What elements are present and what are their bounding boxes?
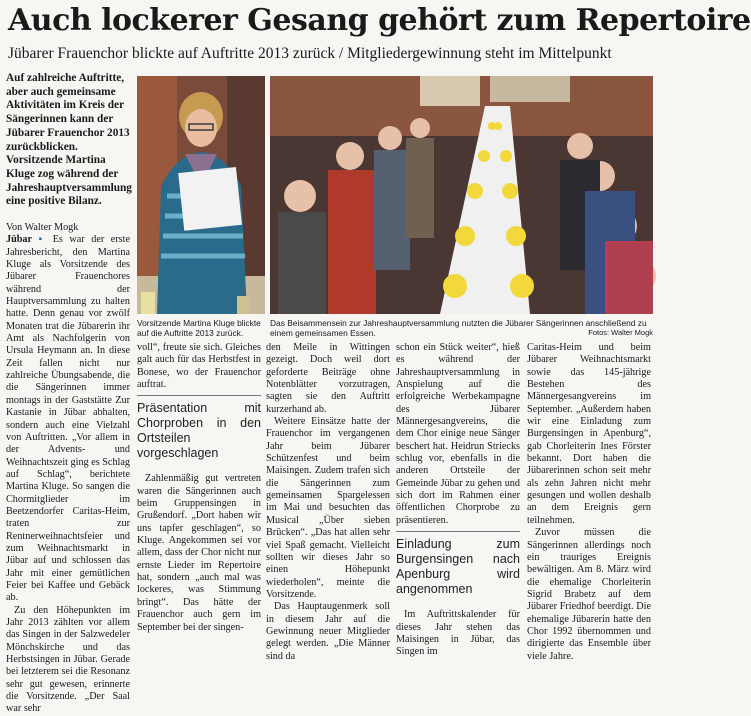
photo-credit: Fotos: Walter Mogk xyxy=(588,328,653,337)
bullet-icon: ▪ xyxy=(38,234,47,246)
subheadline: Jübarer Frauenchor blickte auf Auftritte 2013 zurück / Mitgliedergewinnung steht im Mittelpunkt xyxy=(8,45,612,62)
author-byline: Von Walter Mogk xyxy=(6,222,79,233)
photo-chair-speaking xyxy=(137,76,265,314)
article-column-5: Caritas-Heim und beim Jübarer Weihnachtsmarkt sowie das 145-jährige Bestehen des Männergesangvereins im September. „Außerdem haben wir eine Einladung zum Burgensingen in Apenburg“, gab Chorleiterin Ines Förster bekannt. Dort haben die Jübarerinnen schon seit mehr als zehn Jahren nicht mehr gesungen und wollen deshalb an dem Ereignis gern teilnehmen. Zuvor müssen die Sängerinnen allerdings noch ein trauriges Ereignis bewältigen. Am 8. März wird die ehemalige Chorleiterin Sigrid Brabetz auf dem Jübarer Friedhof beerdigt. Die ehemalige Jübarerin hatte den Chor 1992 übernommen und dirigierte das Ensemble über viele Jahre. xyxy=(527,342,651,662)
article-column-2: voll“, freute sie sich. Gleiches galt auch für das Herbstfest in Bonese, wo der Frauenchor auftrat. Präsentation mit Chorproben in den Ortsteilen vorgeschlagen Zahlenmäßig gut vertreten waren die Sängerinnen auch beim Gruppensingen in Grußendorf. „Dort haben wir uns tapfer geschlagen“, so Kluge. Angekommen sei vor allem, dass der Chor nicht nur ernste Lieder im Repertoire hat, sondern „auch mal was lockeres, was Stimmung bringt“. Das hätte der Frauenchor auch gern im September bei der singen- xyxy=(137,342,261,633)
photo-choir-dinner xyxy=(270,76,653,314)
intro-text: Auf zahlreiche Auftritte, aber auch gemeinsame Aktivitäten im Kreis der Sängerinnen kann der Jübarer Frauenchor 2013 zurückblicken. Vorsitzende Martina Kluge zog während der Jahreshauptversammlung eine positive Bilanz. xyxy=(6,72,132,208)
headline: Auch lockerer Gesang gehört zum Repertoire xyxy=(8,3,751,38)
article-column-3: den Meile in Wittingen gezeigt. Doch weil dort geforderte Beiträge ohne Notenblätter vorzutragen, sagten sie den Auftritt kurzerhand ab. Weitere Einsätze hatte der Frauenchor im vergangenen Jahr beim Jübarer Schützenfest und beim Maisingen. Zudem trafen sich die Sängerinnen zum gemeinsamen Spargelessen im Mai und besuchten das Musical „Über sieben Brücken“. „Das hat allen sehr viel Spaß gemacht. Vielleicht sollten wir dieses Jahr so einen Höhepunkt wiederholen“, meinte die Vorsitzende. Das Hauptaugenmerk soll in diesem Jahr auf die Gewinnung neuer Mitglieder gelegt werden. „Die Männer sind da xyxy=(266,342,390,662)
dateline: Jübar xyxy=(6,234,33,246)
photo-caption-2: Das Beisammensein zur Jahreshauptversammlung nutzten die Jübarer Sängerinnen anschließend zu einem gemeinsamen Essen. xyxy=(270,318,647,338)
article-column-1: Von Walter Mogk Jübar ▪ Es war der erste Jahresbericht, den Martina Kluge als Vorsitzende des Jübarer Frauenchores während der Hauptversammlung zu halten hatte. Denn genau vor zwölf Monaten trat die Jübarerin ihr Amt als Nachfolgerin von Ursula Heymann an. In diese Zeit fallen nicht nur zahlreiche Übungsabende, die die Sängerinnen immer montags in der Gaststätte Zur Kastanie in Jübar abhalten, sondern auch eine Vielzahl von Auftritten. „Vor allem in der Advents- und Weihnachtszeit ging es Schlag auf Schlag“, berichtete Martina Kluge. So sangen die Chormitglieder im Beetzendorfer Caritas-Heim, traten zur Rentnerweihnachtsfeier und zum Weihnachtsmarkt in Jübar auf und schlossen das Jahr mit einer gemütlichen Feier bei Kaffee und Gebäck ab. Zu den Höhepunkten im Jahr 2013 zählten vor allem das Singen in der Salzwedeler Mönchskirche und das Herbstsingen in Jübar. Gerade bei letzterem sei die Resonanz sehr gut gewesen, erinnerte die Vorsitzende. „Der Saal war sehr xyxy=(6,222,130,715)
photo-caption-1: Vorsitzende Martina Kluge blickte auf die Auftritte 2013 zurück. xyxy=(137,318,261,338)
article-column-4: schon ein Stück weiter“, hieß es während der Jahreshauptversammlung in Anspielung auf die erfolgreiche Werbekampagne des Jübarer Männergesangvereins, die dem Chor einige neue Sänger beschert hat. Heidrun Striecks schlug vor, ebenfalls in die anderen Ortsteile der Gemeinde Jübar zu gehen und sich dort im Rahmen einer öffentlichen Chorprobe zu präsentieren. Einladung zum Burgensingen nach Apenburg wird angenommen Im Auftrittskalender für dieses Jahr stehen das Maisingen in Jübar, das Singen im xyxy=(396,342,520,658)
section-heading-burgensingen: Einladung zum Burgensingen nach Apenburg wird angenommen xyxy=(396,531,520,603)
section-heading-presentation: Präsentation mit Chorproben in den Ortsteilen vorgeschlagen xyxy=(137,395,261,467)
